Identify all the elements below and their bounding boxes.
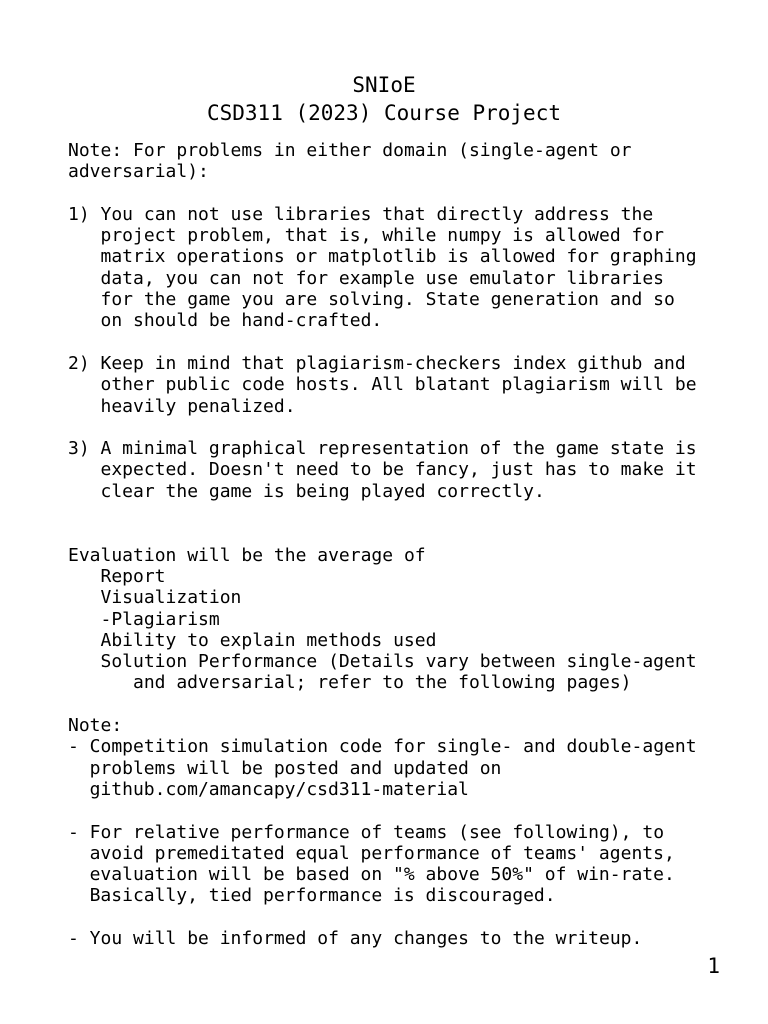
rule-1 xyxy=(68,204,748,332)
evaluation-item: Report xyxy=(100,565,166,587)
evaluation-item-continuation: and adversarial; refer to the following pages) xyxy=(133,672,632,694)
evaluation-heading: Evaluation will be the average of xyxy=(68,544,426,566)
text-line: Note: For problems in either domain (single-agent or xyxy=(68,140,632,161)
text-line: expected. Doesn't need to be fancy, just has to make it xyxy=(100,459,697,481)
text-line: heavily penalized. xyxy=(100,395,296,417)
intro-note xyxy=(68,140,748,183)
text-line: 3) A minimal graphical representation of the game state is xyxy=(68,438,697,460)
github-url-text: github.com/amancapy/csd311-material xyxy=(89,778,469,800)
text-line: problems will be posted and updated on xyxy=(89,757,502,779)
document-body xyxy=(68,140,748,949)
text-line: avoid premeditated equal performance of teams' agents, xyxy=(89,842,675,864)
rule-3 xyxy=(68,438,748,502)
page-number: 1 xyxy=(707,954,720,978)
evaluation-item: -Plagiarism xyxy=(100,608,220,630)
text-line: other public code hosts. All blatant plagiarism will be xyxy=(100,374,697,396)
evaluation-item: Solution Performance (Details vary between single-agent xyxy=(100,651,697,673)
evaluation-item: Ability to explain methods used xyxy=(100,629,437,651)
course-project-title: CSD311 (2023) Course Project xyxy=(206,101,561,125)
rule-2 xyxy=(68,353,748,417)
evaluation-item: Visualization xyxy=(100,587,242,609)
text-line: clear the game is being played correctly. xyxy=(100,480,545,502)
evaluation-section xyxy=(68,545,748,694)
text-line: - For relative performance of teams (see following), to xyxy=(68,821,665,843)
text-line: on should be hand-crafted. xyxy=(100,310,383,332)
notes-heading: Note: xyxy=(68,715,123,737)
text-line: for the game you are solving. State generation and so xyxy=(100,289,675,311)
text-line: 2) Keep in mind that plagiarism-checkers index github and xyxy=(68,352,686,374)
text-line: Basically, tied performance is discouraged. xyxy=(89,885,556,907)
text-line: data, you can not for example use emulator libraries xyxy=(100,267,665,289)
text-line: - You will be informed of any changes to the writeup. xyxy=(68,927,643,949)
institution-title: SNIoE xyxy=(352,73,416,97)
text-line: project problem, that is, while numpy is allowed for xyxy=(100,225,665,247)
text-line: - Competition simulation code for single- and double-agent xyxy=(68,736,697,758)
text-line: adversarial): xyxy=(68,161,209,183)
text-line: evaluation will be based on "% above 50%" of win-rate. xyxy=(89,864,675,886)
text-line: 1) You can not use libraries that directly address the xyxy=(68,203,654,225)
notes-section xyxy=(68,715,748,949)
text-line: matrix operations or matplotlib is allowed for graphing xyxy=(100,246,697,268)
